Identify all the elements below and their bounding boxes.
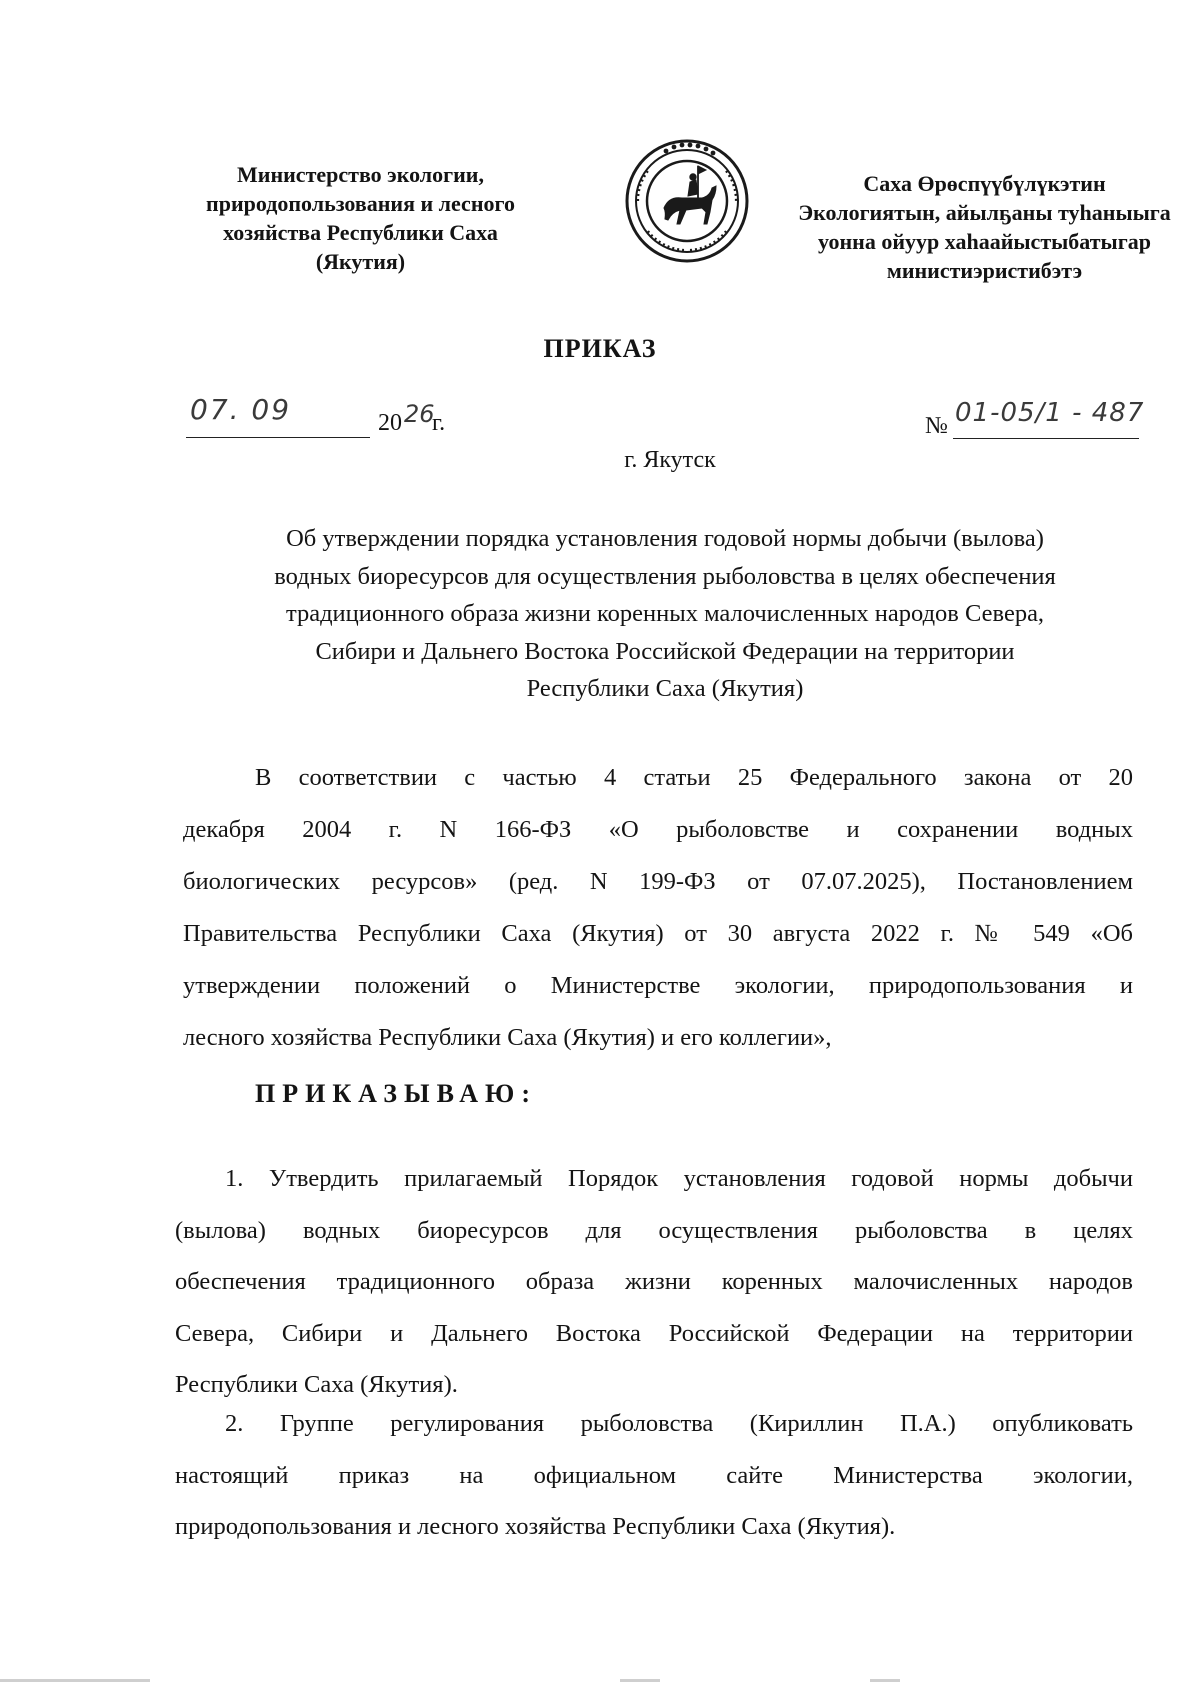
item-line: (вылова) водных биоресурсов для осуществления рыболовства в целях xyxy=(175,1216,1133,1244)
scan-artifact xyxy=(870,1679,900,1682)
handwritten-year: 26 xyxy=(404,400,435,428)
item-line: природопользования и лесного хозяйства Республики Саха (Якутия). xyxy=(175,1513,896,1540)
order-directive-heading: ПРИКАЗЫВАЮ: xyxy=(255,1079,537,1108)
subject-line: Республики Саха (Якутия) xyxy=(526,675,804,702)
preamble-line: декабря 2004 г. N 166-ФЗ «О рыболовстве и сохранении водных xyxy=(183,816,1133,843)
preamble-line: В соответствии с частью 4 статьи 25 Федерального закона от 20 xyxy=(255,764,1133,791)
ministry-name-sakha xyxy=(782,169,1187,285)
scan-artifact xyxy=(0,1679,150,1682)
coat-of-arms-emblem xyxy=(624,138,750,264)
document-title: ПРИКАЗ xyxy=(543,334,657,363)
ministry-name-line: уонна ойуур хаһаайыстыбатыгар xyxy=(818,229,1151,254)
order-item-1 xyxy=(175,1153,1133,1411)
subject-line: водных биоресурсов для осуществления рыболовства в целях обеспечения xyxy=(274,562,1056,590)
preamble-paragraph xyxy=(183,752,1133,1064)
ministry-name-line: (Якутия) xyxy=(315,249,406,274)
preamble-line: утверждении положений о Министерстве экологии, природопользования и xyxy=(183,972,1133,999)
item-line: обеспечения традиционного образа жизни коренных малочисленных народов xyxy=(175,1268,1133,1295)
preamble-line: лесного хозяйства Республики Саха (Якутия) и его коллегии», xyxy=(183,1024,832,1051)
number-sign: № xyxy=(925,413,948,439)
item-line: настоящий приказ на официальном сайте Министерства экологии, xyxy=(175,1461,1133,1489)
subject-line: Сибири и Дальнего Востока Российской Федерации на территории xyxy=(315,637,1015,665)
ministry-name-line: природопользования и лесного xyxy=(206,191,515,216)
year-prefix: 20 xyxy=(378,410,402,436)
scan-artifact xyxy=(620,1679,660,1682)
subject-line: Об утверждении порядка установления годовой нормы добычи (вылова) xyxy=(286,525,1044,552)
ministry-name-russian xyxy=(198,160,523,276)
order-subject xyxy=(195,520,1135,708)
order-item-2 xyxy=(175,1398,1133,1553)
handwritten-date: 07. 09 xyxy=(190,393,292,426)
ministry-name-line: Экологиятын, айылҕаны туһаныыга xyxy=(798,200,1171,225)
ministry-name-line: Саха Өрөспүүбүлүкэтин xyxy=(863,171,1106,196)
preamble-line: биологических ресурсов» (ред. N 199-ФЗ от 07.07.2025), Постановлением xyxy=(183,868,1133,895)
handwritten-order-number: 01-05/1 - 487 xyxy=(955,398,1145,428)
city-line: г. Якутск xyxy=(624,447,716,473)
preamble-line: Правительства Республики Саха (Якутия) от 30 августа 2022 г. № 549 «Об xyxy=(183,920,1133,947)
date-underline xyxy=(186,437,370,438)
number-underline xyxy=(953,438,1139,439)
item-line: 2. Группе регулирования рыболовства (Кириллин П.А.) опубликовать xyxy=(225,1410,1133,1437)
subject-line: традиционного образа жизни коренных малочисленных народов Севера, xyxy=(285,600,1045,627)
year-suffix: г. xyxy=(432,410,446,436)
item-line: 1. Утвердить прилагаемый Порядок установления годовой нормы добычи xyxy=(225,1165,1133,1192)
ministry-name-line: министиэристибэтэ xyxy=(886,258,1083,283)
ministry-name-line: Министерство экологии, xyxy=(237,162,484,187)
item-line: Севера, Сибири и Дальнего Востока Российской Федерации на территории xyxy=(175,1319,1133,1347)
ministry-name-line: хозяйства Республики Саха xyxy=(223,220,498,245)
item-line: Республики Саха (Якутия). xyxy=(175,1371,458,1398)
